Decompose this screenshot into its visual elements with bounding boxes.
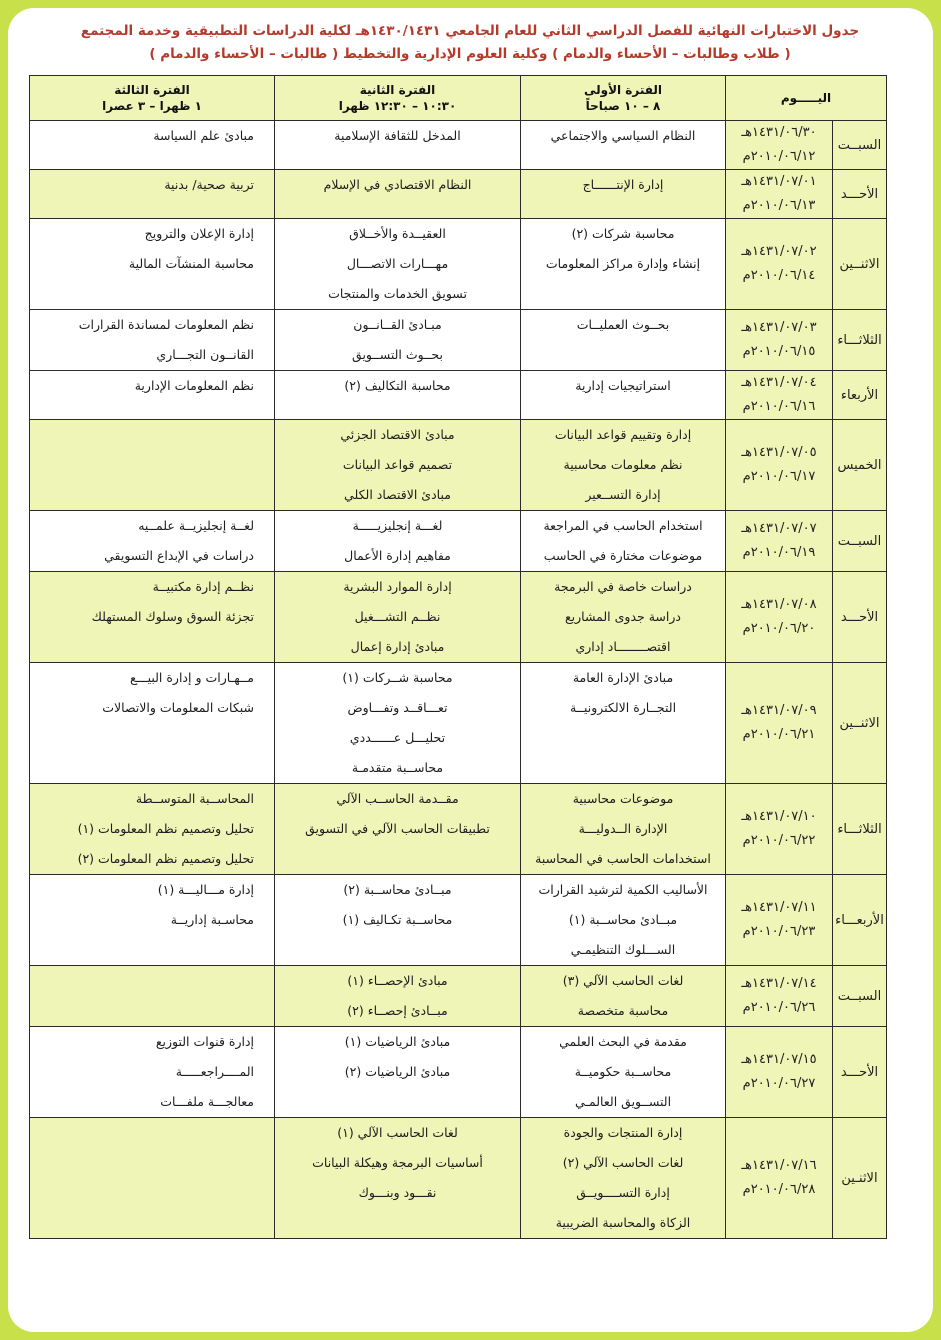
gregorian-date: ٢٠١٠/٠٦/٢٣م <box>742 924 816 939</box>
exam-subject <box>30 1148 274 1178</box>
day-name: الاثنـين <box>833 1118 887 1239</box>
exam-subject: الإدارة الــدوليـــة <box>578 821 668 836</box>
exam-subject: تحليل وتصميم نظم المعلومات (١) <box>77 821 254 836</box>
exam-subject: إدارة وتقييم قواعد البيانات <box>554 427 692 442</box>
exam-subject: المدخل للثقافة الإسلامية <box>334 128 461 143</box>
date-cell <box>726 572 833 663</box>
exam-subject: إدارة الإعلان والترويج <box>144 226 254 241</box>
period-3-cell <box>30 784 275 875</box>
exam-subject <box>275 1087 520 1117</box>
exam-subject: استخدام الحاسب في المراجعة <box>543 518 703 533</box>
exam-subject <box>521 340 725 370</box>
exam-subject: المحاســبة المتوســطة <box>135 791 254 806</box>
date-cell <box>726 784 833 875</box>
exam-subject <box>30 996 274 1026</box>
exam-subject: اقتصــــــــاد إداري <box>575 639 671 654</box>
hijri-date: ١٤٣١/٠٧/١١هـ <box>741 900 817 915</box>
hijri-date: ١٤٣١/٠٧/١٠هـ <box>741 809 817 824</box>
period-1-cell <box>521 1027 726 1118</box>
schedule-row <box>30 219 887 310</box>
schedule-row <box>30 170 887 219</box>
period-1-cell <box>521 511 726 572</box>
schedule-row <box>30 784 887 875</box>
exam-subject: الزكاة والمحاسبة الضريبية <box>555 1215 691 1230</box>
exam-subject: نظم معلومات محاسبية <box>563 457 683 472</box>
period-2-cell <box>275 511 521 572</box>
exam-subject: مبادئ علم السياسة <box>153 128 254 143</box>
period-1-cell <box>521 663 726 784</box>
exam-subject <box>30 279 274 309</box>
title-line-1: جدول الاختبارات النهائية للفصل الدراسي الثاني للعام الجامعي ١٤٣٠/١٤٣١هـ لكلية الدراسات التطبيقية وخدمة المجتمع <box>80 23 860 39</box>
period-1-cell <box>521 371 726 420</box>
exam-subject: محاسبة المنشآت المالية <box>128 256 254 271</box>
exam-subject: القانــون التجـــاري <box>156 347 254 362</box>
exam-subject: مقدمة في البحث العلمي <box>559 1034 687 1049</box>
date-cell <box>726 511 833 572</box>
exam-subject: مبــادئ محاســبة (١) <box>568 912 678 927</box>
exam-subject: استراتيجيات إدارية <box>575 378 671 393</box>
exam-subject: محاسبة متخصصة <box>577 1003 669 1018</box>
exam-subject: إدارة قنوات التوزيع <box>155 1034 254 1049</box>
exam-subject: مبادئ الإحصــاء (١) <box>347 973 448 988</box>
period-3-cell <box>30 572 275 663</box>
period-1-cell <box>521 966 726 1027</box>
hijri-date: ١٤٣١/٠٧/٠١هـ <box>741 174 817 189</box>
gregorian-date: ٢٠١٠/٠٦/١٢م <box>742 149 816 164</box>
exam-subject <box>30 420 274 450</box>
exam-subject <box>30 1178 274 1208</box>
exam-subject: تحليل وتصميم نظم المعلومات (٢) <box>77 851 254 866</box>
exam-subject: تربية صحية/ بدنية <box>164 177 254 192</box>
gregorian-date: ٢٠١٠/٠٦/٢١م <box>742 727 816 742</box>
exam-subject: مبـادئ القــانــون <box>353 317 442 332</box>
period-2-cell <box>275 371 521 420</box>
date-cell <box>726 121 833 170</box>
exam-subject: مهـــارات الاتصـــال <box>346 256 449 271</box>
exam-subject: استخدامات الحاسب في المحاسبة <box>535 851 711 866</box>
exam-subject: مبادئ الرياضيات (١) <box>344 1034 451 1049</box>
exam-subject: نقـــود وبنـــوك <box>358 1185 437 1200</box>
header-period-1-time: ٨ – ١٠ صباحاً <box>585 99 661 113</box>
exam-subject <box>521 279 725 309</box>
period-3-cell <box>30 663 275 784</box>
day-name: الاثنــين <box>833 219 887 310</box>
day-name: الأحـــد <box>833 572 887 663</box>
hijri-date: ١٤٣١/٠٧/٠٩هـ <box>741 703 817 718</box>
exam-subject: لغات الحاسب الآلي (٣) <box>562 973 684 988</box>
schedule-row <box>30 511 887 572</box>
period-1-cell <box>521 310 726 371</box>
gregorian-date: ٢٠١٠/٠٦/١٣م <box>742 198 816 213</box>
exam-subject: محاســبة حكوميــة <box>574 1064 672 1079</box>
schedule-row <box>30 121 887 170</box>
exam-subject: تسويق الخدمات والمنتجات <box>328 286 467 301</box>
exam-subject <box>275 844 520 874</box>
exam-subject <box>521 723 725 753</box>
period-2-cell <box>275 219 521 310</box>
period-2-cell <box>275 784 521 875</box>
period-2-cell <box>275 1118 521 1239</box>
schedule-row <box>30 420 887 511</box>
period-2-cell <box>275 875 521 966</box>
exam-subject: معالجـــة ملفـــات <box>160 1094 254 1109</box>
schedule-body <box>30 121 887 1239</box>
schedule-row <box>30 966 887 1027</box>
period-1-cell <box>521 875 726 966</box>
gregorian-date: ٢٠١٠/٠٦/٢٢م <box>742 833 816 848</box>
period-2-cell <box>275 1027 521 1118</box>
gregorian-date: ٢٠١٠/٠٦/١٤م <box>742 268 816 283</box>
exam-subject: إدارة الإنتــــــاج <box>582 177 664 192</box>
gregorian-date: ٢٠١٠/٠٦/٢٧م <box>742 1076 816 1091</box>
schedule-row <box>30 875 887 966</box>
exam-subject: دراسات في الإبداع التسويقي <box>104 548 254 563</box>
date-cell <box>726 371 833 420</box>
header-period-3 <box>30 76 275 121</box>
date-cell <box>726 875 833 966</box>
hijri-date: ١٤٣١/٠٧/٠٥هـ <box>741 445 817 460</box>
period-2-cell <box>275 310 521 371</box>
exam-subject: بحــوث العمليــات <box>576 317 670 332</box>
exam-subject: نظم المعلومات الإدارية <box>134 378 254 393</box>
date-cell <box>726 1118 833 1239</box>
day-name: الثلاثـــاء <box>833 310 887 371</box>
exam-subject: مبادئ الرياضيات (٢) <box>344 1064 451 1079</box>
hijri-date: ١٤٣١/٠٧/٠٨هـ <box>741 597 817 612</box>
period-1-cell <box>521 784 726 875</box>
period-3-cell <box>30 875 275 966</box>
period-1-cell <box>521 572 726 663</box>
period-3-cell <box>30 170 275 219</box>
title-line-2: ( طلاب وطالبات – الأحساء والدمام ) وكلية العلوم الإدارية والتخطيط ( طالبات – الأحساء والدمام ) <box>149 46 791 62</box>
exam-subject: محاســبة متقدمـة <box>351 760 444 775</box>
hijri-date: ١٤٣١/٠٧/٠٢هـ <box>741 244 817 259</box>
schedule-row <box>30 371 887 420</box>
schedule-row <box>30 310 887 371</box>
exam-subject <box>30 753 274 783</box>
period-2-cell <box>275 966 521 1027</box>
exam-subject: إدارة المنتجات والجودة <box>563 1125 683 1140</box>
gregorian-date: ٢٠١٠/٠٦/٢٠م <box>742 621 816 636</box>
header-period-3-label: الفترة الثالثة <box>114 83 190 97</box>
exam-subject: النظام الاقتصادي في الإسلام <box>323 177 472 192</box>
schedule-row <box>30 663 887 784</box>
exam-subject <box>275 1208 520 1238</box>
period-2-cell <box>275 420 521 511</box>
date-cell <box>726 420 833 511</box>
period-1-cell <box>521 219 726 310</box>
exam-subject: دراسة جدوى المشاريع <box>565 609 681 624</box>
period-2-cell <box>275 170 521 219</box>
exam-subject: إدارة مـــاليـــة (١) <box>157 882 254 897</box>
exam-subject: بحــوث التســويق <box>352 347 443 362</box>
day-name: الثلاثـــاء <box>833 784 887 875</box>
date-cell <box>726 170 833 219</box>
exam-subject: تصميم قواعد البيانات <box>342 457 453 472</box>
period-3-cell <box>30 371 275 420</box>
gregorian-date: ٢٠١٠/٠٦/١٧م <box>742 469 816 484</box>
exam-subject: تجزئة السوق وسلوك المستهلك <box>91 609 254 624</box>
exam-subject: إدارة التســعير <box>585 487 661 502</box>
exam-subject: مبادئ الاقتصاد الكلي <box>344 487 451 502</box>
exam-subject: لغــة إنجليزيــة علمــيه <box>138 518 254 533</box>
hijri-date: ١٤٣١/٠٧/١٥هـ <box>741 1052 817 1067</box>
exam-subject: دراسات خاصة في البرمجة <box>554 579 692 594</box>
exam-subject <box>30 450 274 480</box>
exam-subject: مبــادئ محاســبة (٢) <box>343 882 452 897</box>
exam-subject: مبادئ الاقتصاد الجزئي <box>340 427 455 442</box>
header-row <box>30 76 887 121</box>
schedule-row <box>30 1118 887 1239</box>
header-period-2-time: ١٠:٣٠ – ١٢:٣٠ ظهرا <box>338 99 457 113</box>
day-name: الخميس <box>833 420 887 511</box>
header-period-1 <box>521 76 726 121</box>
gregorian-date: ٢٠١٠/٠٦/٢٨م <box>742 1182 816 1197</box>
period-2-cell <box>275 663 521 784</box>
day-name: الاثنــين <box>833 663 887 784</box>
period-3-cell <box>30 310 275 371</box>
date-cell <box>726 1027 833 1118</box>
exam-subject: الأساليب الكمية لترشيد القرارات <box>538 882 708 897</box>
exam-subject: محاسبة شركات (٢) <box>571 226 675 241</box>
exam-subject: محاسـبة إداريــة <box>170 912 254 927</box>
exam-subject: العقيــدة والأخــلاق <box>349 226 446 241</box>
hijri-date: ١٤٣١/٠٦/٣٠هـ <box>741 125 817 140</box>
hijri-date: ١٤٣١/٠٧/٠٣هـ <box>741 320 817 335</box>
period-2-cell <box>275 121 521 170</box>
header-period-1-label: الفترة الأولى <box>583 83 663 97</box>
header-day: اليـــــوم <box>726 76 887 121</box>
exam-subject <box>30 1118 274 1148</box>
day-name: الأحـــد <box>833 1027 887 1118</box>
period-1-cell <box>521 121 726 170</box>
exam-subject: مبادئ إدارة إعمال <box>350 639 445 654</box>
exam-subject: موضوعات محاسبية <box>572 791 674 806</box>
exam-subject <box>30 480 274 510</box>
exam-subject: محاسبة التكاليف (٢) <box>344 378 451 393</box>
period-1-cell <box>521 170 726 219</box>
exam-subject <box>30 1208 274 1238</box>
date-cell <box>726 219 833 310</box>
exam-subject: موضوعات مختارة في الحاسب <box>543 548 703 563</box>
gregorian-date: ٢٠١٠/٠٦/١٦م <box>742 399 816 414</box>
exam-subject: إدارة الموارد البشرية <box>343 579 452 594</box>
exam-subject <box>275 935 520 965</box>
exam-subject: إنشاء وإدارة مراكز المعلومات <box>545 256 701 271</box>
exam-subject <box>30 723 274 753</box>
date-cell <box>726 966 833 1027</box>
header-period-3-time: ١ ظهرا – ٣ عصرا <box>102 99 202 113</box>
period-1-cell <box>521 420 726 511</box>
period-3-cell <box>30 121 275 170</box>
exam-subject: لغات الحاسب الآلي (٢) <box>562 1155 684 1170</box>
day-name: السبــت <box>833 511 887 572</box>
hijri-date: ١٤٣١/٠٧/٠٧هـ <box>741 521 817 536</box>
hijri-date: ١٤٣١/٠٧/١٤هـ <box>741 976 817 991</box>
exam-subject: التجــارة الالكترونيــة <box>569 700 677 715</box>
exam-subject: مبــادئ إحصــاء (٢) <box>347 1003 448 1018</box>
day-name: الأحـــد <box>833 170 887 219</box>
day-name: الأربعـــاء <box>833 875 887 966</box>
exam-subject: أساسيات البرمجة وهيكلة البيانات <box>312 1155 483 1170</box>
period-3-cell <box>30 966 275 1027</box>
exam-subject <box>30 935 274 965</box>
exam-subject: مــهـارات و إدارة البيـــع <box>129 670 254 685</box>
exam-subject <box>30 632 274 662</box>
exam-subject: تعـــاقــد وتفـــاوض <box>347 700 448 715</box>
exam-subject: النظام السياسي والاجتماعي <box>550 128 696 143</box>
exam-subject: مقــدمة الحاســب الآلي <box>336 791 459 806</box>
schedule-row <box>30 1027 887 1118</box>
exam-subject: مبادئ الإدارة العامة <box>572 670 674 685</box>
exam-subject: تحليـــل عــــــددي <box>349 730 446 745</box>
hijri-date: ١٤٣١/٠٧/٠٤هـ <box>741 375 817 390</box>
exam-subject: شبكات المعلومات والاتصالات <box>102 700 254 715</box>
exam-subject: محاســبة تكـاليف (١) <box>342 912 453 927</box>
header-period-2-label: الفترة الثانية <box>359 83 436 97</box>
exam-subject: محاسبة شــركات (١) <box>342 670 453 685</box>
day-name: السبــت <box>833 966 887 1027</box>
exam-subject: التســويق العالمـي <box>574 1094 672 1109</box>
period-3-cell <box>30 219 275 310</box>
exam-subject: نظم المعلومات لمساندة القرارات <box>78 317 254 332</box>
date-cell <box>726 663 833 784</box>
day-name: الأربعاء <box>833 371 887 420</box>
period-3-cell <box>30 511 275 572</box>
exam-subject: تطبيقات الحاسب الآلي في التسويق <box>305 821 490 836</box>
period-3-cell <box>30 420 275 511</box>
header-period-2 <box>275 76 521 121</box>
exam-subject: نظــم التشـــغيل <box>354 609 441 624</box>
exam-subject: مفاهيم إدارة الأعمال <box>344 548 451 563</box>
exam-subject: نظــم إدارة مكتبيــة <box>152 579 254 594</box>
gregorian-date: ٢٠١٠/٠٦/١٩م <box>742 545 816 560</box>
exam-subject: المــــراجعـــــة <box>175 1064 254 1079</box>
gregorian-date: ٢٠١٠/٠٦/٢٦م <box>742 1000 816 1015</box>
date-cell <box>726 310 833 371</box>
period-3-cell <box>30 1027 275 1118</box>
schedule-row <box>30 572 887 663</box>
exam-subject <box>521 753 725 783</box>
exam-subject: لغـــة إنجليزيـــــة <box>352 518 443 533</box>
period-2-cell <box>275 572 521 663</box>
exam-subject: لغات الحاسب الآلي (١) <box>337 1125 458 1140</box>
day-name: السبــت <box>833 121 887 170</box>
hijri-date: ١٤٣١/٠٧/١٦هـ <box>741 1158 817 1173</box>
page-title <box>20 20 920 66</box>
gregorian-date: ٢٠١٠/٠٦/١٥م <box>742 344 816 359</box>
exam-subject: إدارة التســــويــق <box>576 1185 670 1200</box>
exam-subject: الســـلوك التنظيمـي <box>570 942 676 957</box>
period-3-cell <box>30 1118 275 1239</box>
exam-schedule-table <box>29 75 887 1239</box>
exam-subject <box>30 966 274 996</box>
period-1-cell <box>521 1118 726 1239</box>
